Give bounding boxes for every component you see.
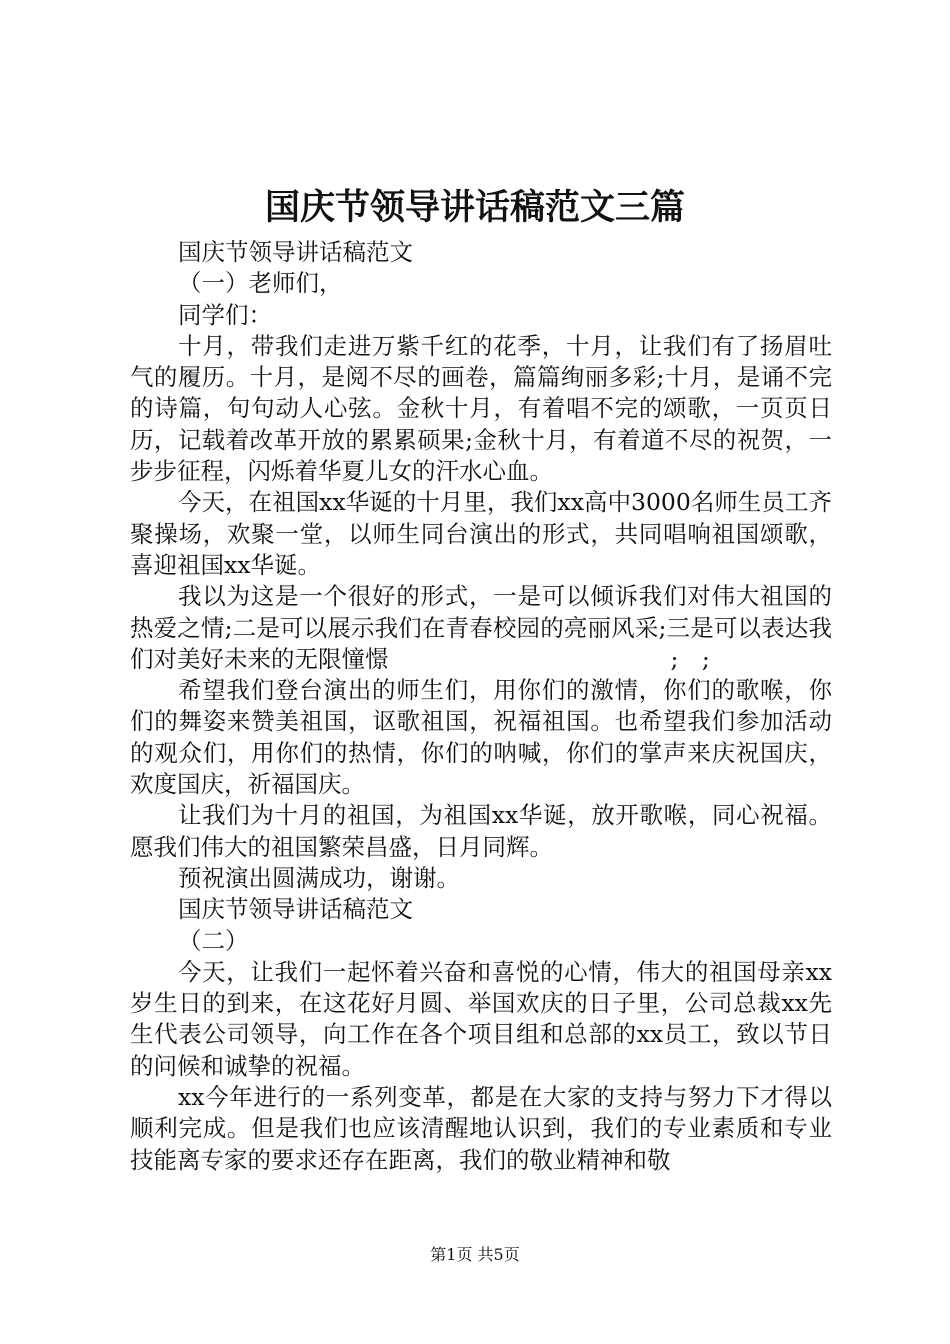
paragraph: 今天，让我们一起怀着兴奋和喜悦的心情，伟大的祖国母亲xx岁生日的到来，在这花好月圆、举国欢庆的日子里，公司总裁xx先生代表公司领导，向工作在各个项目组和总部的xx员工，致以节日的问候和诚挚的祝福。 — [130, 957, 832, 1080]
paragraph: xx今年进行的一系列变革，都是在大家的支持与努力下才得以顺利完成。但是我们也应该清醒地认识到，我们的专业素质和专业技能离专家的要求还存在距离，我们的敬业精神和敬 — [130, 1083, 832, 1174]
salutation: 同学们： — [178, 300, 272, 329]
paragraph: 今天，在祖国xx华诞的十月里，我们xx高中3000名师生员工齐聚操场，欢聚一堂，以师生同台演出的形式，共同唱响祖国颂歌，喜迎祖国xx华诞。 — [130, 488, 832, 579]
paragraph: 我以为这是一个很好的形式，一是可以倾诉我们对伟大祖国的热爱之情;二是可以展示我们在青春校园的亮丽风采;三是可以表达我们对美好未来的无限憧憬 ; ; — [130, 582, 832, 673]
paragraph: 让我们为十月的祖国，为祖国xx华诞，放开歌喉，同心祝福。愿我们伟大的祖国繁荣昌盛，日月同辉。 — [130, 801, 832, 861]
paragraph: 预祝演出圆满成功，谢谢。 — [178, 863, 460, 892]
paragraph: 希望我们登台演出的师生们，用你们的激情，你们的歌喉，你们的舞姿来赞美祖国，讴歌祖国，祝福祖国。也希望我们参加活动的观众们，用你们的热情，你们的呐喊，你们的掌声来庆祝国庆，欢度国庆，祈福国庆。 — [130, 676, 832, 799]
section-number: （二） — [178, 926, 249, 955]
page-footer: 第1页 共5页 — [430, 1245, 520, 1264]
paragraph: 十月，带我们走进万紫千红的花季，十月，让我们有了扬眉吐气的履历。十月，是阅不尽的画卷，篇篇绚丽多彩;十月，是诵不完的诗篇，句句动人心弦。金秋十月，有着唱不完的颂歌，一页页日历，记载着改革开放的累累硕果;金秋十月，有着道不尽的祝贺，一步步征程，闪烁着华夏儿女的汗水心血。 — [130, 331, 832, 486]
document-body — [130, 237, 832, 1176]
section-heading: 国庆节领导讲话稿范文 — [178, 895, 413, 924]
document-title: 国庆节领导讲话稿范文三篇 — [264, 187, 685, 228]
section-number: （一）老师们， — [178, 269, 343, 298]
section-heading: 国庆节领导讲话稿范文 — [178, 238, 413, 266]
